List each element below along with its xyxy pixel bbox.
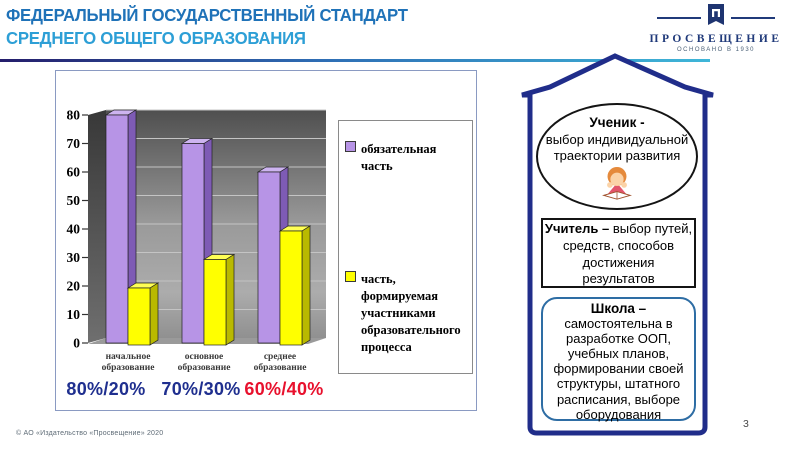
student-line1: выбор индивидуальной: [545, 131, 689, 147]
legend-item-obligatory: [345, 141, 470, 175]
ratio-label-secondary: 60%/40%: [244, 379, 324, 399]
teacher-box: [541, 218, 696, 288]
student-line2: траектории развития: [553, 148, 681, 163]
reading-girl-icon: [600, 166, 634, 202]
svg-text:среднееобразование: среднее образование: [253, 352, 307, 373]
slide-title: [6, 4, 408, 50]
ratio-label-basic: 70%/30%: [161, 379, 241, 399]
school-line7: оборудования: [575, 406, 662, 422]
svg-text:30: 30: [66, 250, 80, 265]
legend-item-participants: [345, 271, 470, 356]
school-bold: Школа –: [590, 301, 647, 316]
svg-text:основноеобразование: основное образование: [177, 352, 231, 373]
svg-text:40: 40: [66, 221, 80, 237]
svg-text:начальноеобразование: начальное образование: [101, 352, 155, 373]
ratio-label-primary: 80%/20%: [66, 379, 146, 399]
legend-label-participants: часть, формируемая участниками образовательного процесса: [361, 272, 461, 354]
school-line3: учебных планов,: [567, 346, 670, 362]
copyright-text: © АО «Издательство «Просвещение» 2020: [16, 430, 164, 437]
svg-text:80: 80: [66, 107, 80, 123]
svg-text:0: 0: [73, 335, 80, 351]
publisher-logo: [636, 4, 796, 53]
student-title: Ученик -: [589, 115, 645, 130]
teacher-line4: результатов: [582, 271, 655, 287]
page-number: 3: [743, 418, 749, 430]
school-line5: структуры, штатного: [556, 376, 681, 392]
legend-swatch-obligatory: [345, 141, 356, 152]
svg-text:20: 20: [66, 278, 80, 294]
svg-text:70: 70: [66, 136, 80, 151]
teacher-line3: достижения: [582, 254, 655, 270]
chart-card: [55, 70, 477, 411]
school-line1: самостоятельна в: [564, 316, 673, 332]
school-line4: формировании своей: [553, 361, 684, 377]
svg-text:60: 60: [66, 164, 80, 180]
legend-label-obligatory: обязательная часть: [361, 142, 437, 173]
teacher-line1-rest: выбор путей,: [609, 221, 693, 236]
student-ellipse: [536, 103, 698, 210]
teacher-line1: [543, 221, 694, 238]
svg-text:10: 10: [66, 307, 80, 322]
publisher-book-icon: [706, 4, 726, 31]
slide-title-line1: ФЕДЕРАЛЬНЫЙ ГОСУДАРСТВЕННЫЙ СТАНДАРТ: [6, 5, 408, 25]
school-box: [541, 297, 696, 421]
publisher-logo-name: ПРОСВЕЩЕНИЕ: [649, 33, 783, 45]
publisher-logo-tagline: ОСНОВАНО В 1930: [677, 47, 755, 53]
logo-right-line: [731, 17, 775, 19]
teacher-bold: Учитель –: [544, 221, 610, 236]
logo-left-line: [657, 17, 701, 19]
chart-legend: [338, 120, 473, 374]
school-line6: расписания, выборе: [556, 391, 681, 407]
teacher-line2: средств, способов: [562, 237, 675, 253]
legend-swatch-participants: [345, 271, 356, 282]
publisher-logo-row: [636, 4, 796, 31]
slide-title-line2: СРЕДНЕГО ОБЩЕГО ОБРАЗОВАНИЯ: [6, 28, 306, 48]
svg-text:50: 50: [66, 193, 80, 208]
school-line2: разработке ООП,: [566, 331, 671, 347]
